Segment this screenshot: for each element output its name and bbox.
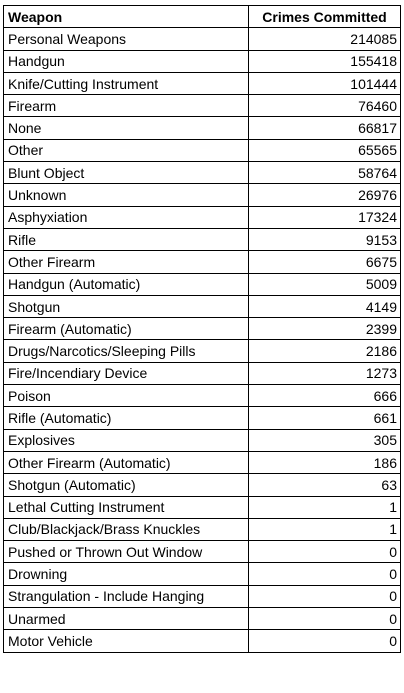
cell-weapon: Unarmed: [4, 608, 249, 630]
cell-crimes-committed: 0: [249, 630, 401, 652]
table-row: [4, 474, 401, 496]
cell-crimes-committed: 305: [249, 429, 401, 451]
cell-crimes-committed: 0: [249, 608, 401, 630]
cell-crimes-committed: 6675: [249, 251, 401, 273]
weapons-table: [3, 5, 401, 653]
cell-crimes-committed: 63: [249, 474, 401, 496]
cell-crimes-committed: 0: [249, 563, 401, 585]
cell-weapon: Strangulation - Include Hanging: [4, 585, 249, 607]
cell-crimes-committed: 26976: [249, 184, 401, 206]
table-row: [4, 162, 401, 184]
cell-crimes-committed: 1: [249, 496, 401, 518]
cell-weapon: Shotgun (Automatic): [4, 474, 249, 496]
cell-crimes-committed: 1: [249, 518, 401, 540]
cell-weapon: None: [4, 117, 249, 139]
table-row: [4, 228, 401, 250]
cell-crimes-committed: 58764: [249, 162, 401, 184]
spreadsheet-table-container: [3, 5, 401, 653]
cell-weapon: Personal Weapons: [4, 28, 249, 50]
cell-weapon: Rifle (Automatic): [4, 407, 249, 429]
table-row: [4, 407, 401, 429]
cell-weapon: Shotgun: [4, 295, 249, 317]
cell-weapon: Club/Blackjack/Brass Knuckles: [4, 518, 249, 540]
table-header-row: [4, 6, 401, 28]
cell-crimes-committed: 155418: [249, 50, 401, 72]
table-body: [4, 28, 401, 652]
cell-weapon: Firearm (Automatic): [4, 318, 249, 340]
table-row: [4, 585, 401, 607]
cell-weapon: Other: [4, 139, 249, 161]
cell-crimes-committed: 214085: [249, 28, 401, 50]
table-row: [4, 117, 401, 139]
table-row: [4, 251, 401, 273]
cell-crimes-committed: 2186: [249, 340, 401, 362]
cell-crimes-committed: 2399: [249, 318, 401, 340]
cell-crimes-committed: 101444: [249, 72, 401, 94]
cell-weapon: Firearm: [4, 95, 249, 117]
cell-crimes-committed: 17324: [249, 206, 401, 228]
table-row: [4, 318, 401, 340]
table-row: [4, 139, 401, 161]
header-weapon: Weapon: [4, 6, 249, 28]
cell-crimes-committed: 9153: [249, 228, 401, 250]
cell-weapon: Drugs/Narcotics/Sleeping Pills: [4, 340, 249, 362]
cell-weapon: Poison: [4, 385, 249, 407]
cell-weapon: Fire/Incendiary Device: [4, 362, 249, 384]
cell-crimes-committed: 65565: [249, 139, 401, 161]
table-row: [4, 563, 401, 585]
cell-crimes-committed: 66817: [249, 117, 401, 139]
cell-weapon: Handgun (Automatic): [4, 273, 249, 295]
table-row: [4, 630, 401, 652]
cell-crimes-committed: 1273: [249, 362, 401, 384]
cell-weapon: Rifle: [4, 228, 249, 250]
cell-crimes-committed: 76460: [249, 95, 401, 117]
cell-weapon: Other Firearm (Automatic): [4, 451, 249, 473]
table-row: [4, 206, 401, 228]
cell-crimes-committed: 661: [249, 407, 401, 429]
cell-weapon: Unknown: [4, 184, 249, 206]
cell-weapon: Explosives: [4, 429, 249, 451]
table-row: [4, 273, 401, 295]
cell-weapon: Pushed or Thrown Out Window: [4, 541, 249, 563]
cell-crimes-committed: 0: [249, 585, 401, 607]
table-row: [4, 362, 401, 384]
table-row: [4, 340, 401, 362]
cell-crimes-committed: 0: [249, 541, 401, 563]
table-row: [4, 385, 401, 407]
cell-weapon: Knife/Cutting Instrument: [4, 72, 249, 94]
table-row: [4, 496, 401, 518]
table-row: [4, 518, 401, 540]
cell-weapon: Lethal Cutting Instrument: [4, 496, 249, 518]
cell-crimes-committed: 186: [249, 451, 401, 473]
table-row: [4, 28, 401, 50]
table-row: [4, 541, 401, 563]
table-row: [4, 451, 401, 473]
cell-weapon: Motor Vehicle: [4, 630, 249, 652]
cell-weapon: Blunt Object: [4, 162, 249, 184]
table-row: [4, 429, 401, 451]
cell-crimes-committed: 666: [249, 385, 401, 407]
cell-crimes-committed: 5009: [249, 273, 401, 295]
table-row: [4, 184, 401, 206]
cell-crimes-committed: 4149: [249, 295, 401, 317]
table-row: [4, 50, 401, 72]
cell-weapon: Asphyxiation: [4, 206, 249, 228]
table-row: [4, 608, 401, 630]
table-row: [4, 295, 401, 317]
cell-weapon: Other Firearm: [4, 251, 249, 273]
cell-weapon: Drowning: [4, 563, 249, 585]
cell-weapon: Handgun: [4, 50, 249, 72]
header-crimes-committed: Crimes Committed: [249, 6, 401, 28]
table-row: [4, 72, 401, 94]
table-row: [4, 95, 401, 117]
